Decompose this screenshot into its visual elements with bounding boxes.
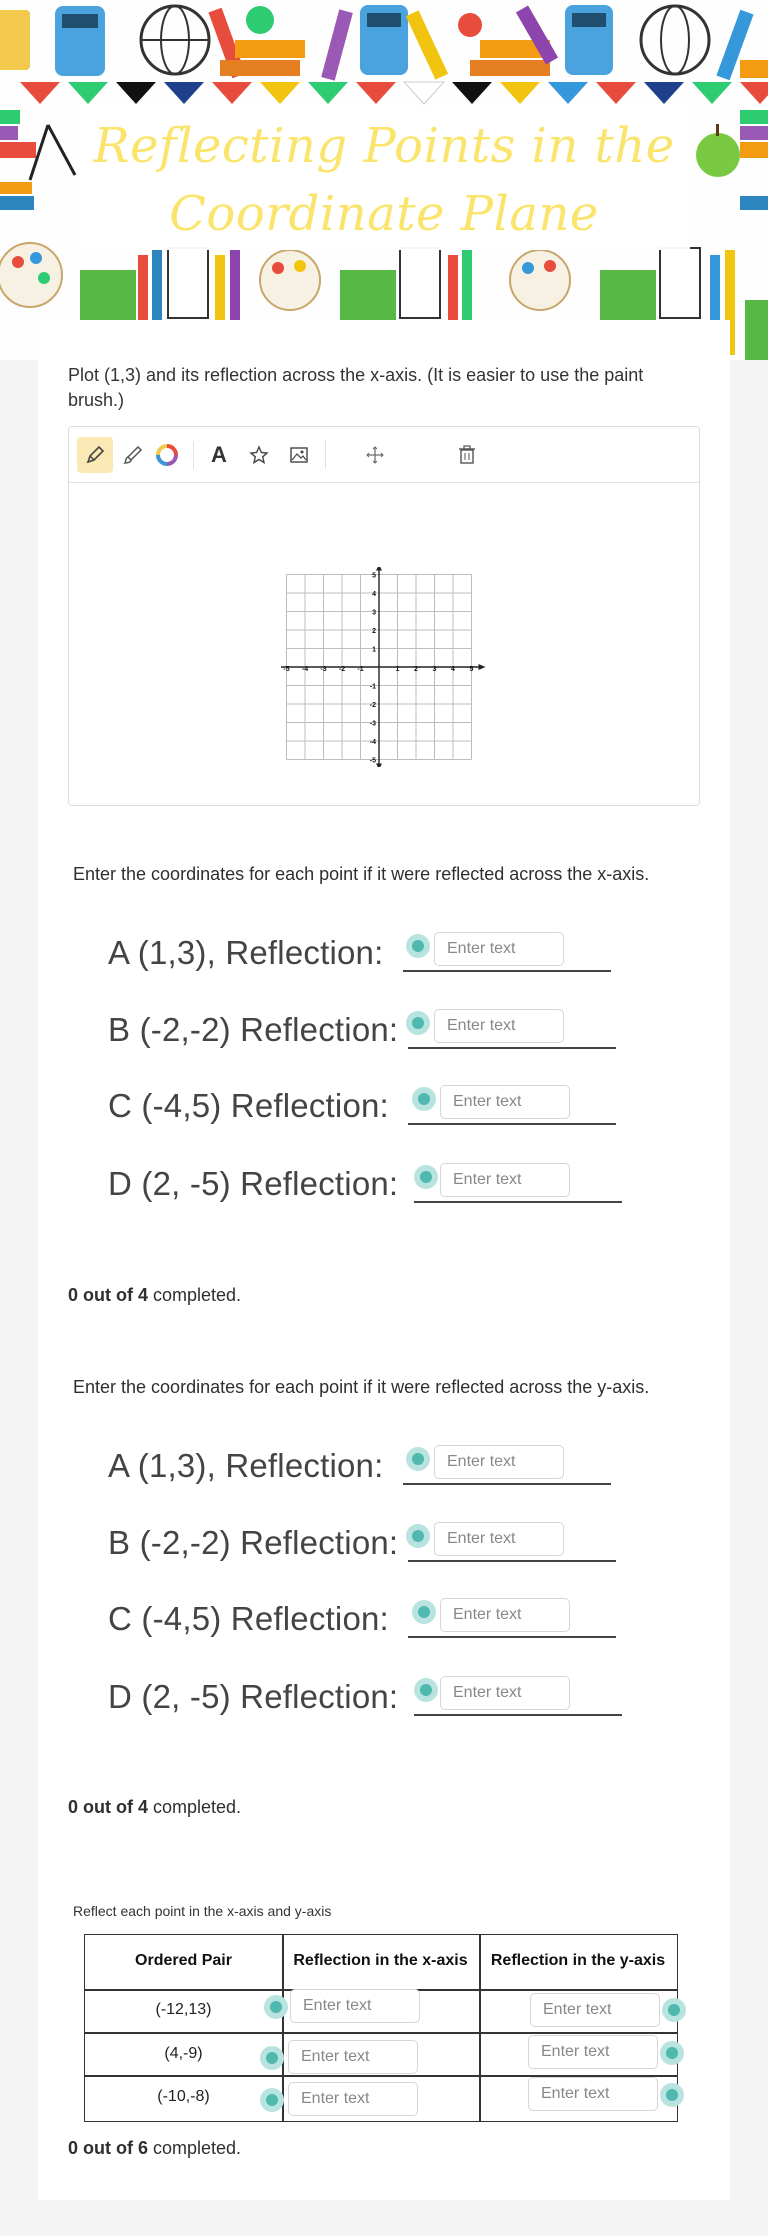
answer-hotspot-dot[interactable] bbox=[412, 1600, 436, 1624]
answer-hotspot-dot[interactable] bbox=[260, 2046, 284, 2070]
color-wheel-icon[interactable] bbox=[149, 437, 185, 473]
y-axis-arrow bbox=[376, 764, 382, 768]
answer-underline bbox=[408, 1047, 616, 1049]
answer-label: D (2, -5) Reflection: bbox=[108, 1678, 399, 1715]
answer-label: A (1,3), Reflection: bbox=[108, 1447, 384, 1484]
x-reflection-input[interactable]: Enter text bbox=[288, 2040, 418, 2074]
answer-label: B (-2,-2) Reflection: bbox=[108, 1011, 399, 1048]
answer-label: B (-2,-2) Reflection: bbox=[108, 1524, 399, 1561]
y-axis-arrow bbox=[376, 567, 382, 571]
answer-input[interactable]: Enter text bbox=[434, 1445, 564, 1479]
answer-row-a bbox=[108, 928, 628, 978]
y-tick-label: 2 bbox=[372, 628, 376, 635]
toolbar-divider bbox=[325, 441, 326, 469]
answer-hotspot-dot[interactable] bbox=[662, 1998, 686, 2022]
image-icon[interactable] bbox=[281, 437, 317, 473]
answer-label: A (1,3), Reflection: bbox=[108, 934, 384, 971]
x-tick-label: -2 bbox=[338, 666, 346, 673]
text-icon[interactable]: A bbox=[211, 442, 227, 467]
y-tick-label: 4 bbox=[372, 591, 376, 598]
reflect-x-sheet bbox=[68, 864, 708, 1202]
status-suffix: completed. bbox=[148, 1797, 242, 1817]
page-title-line2: Coordinate Plane bbox=[169, 186, 599, 242]
coordinate-grid bbox=[281, 567, 497, 767]
paint-prompt: Plot (1,3) and its reflection across the x-axis. (It is easier to use the paint brush.) bbox=[68, 365, 644, 410]
answer-hotspot-dot[interactable] bbox=[260, 2088, 284, 2112]
status-suffix: completed. bbox=[148, 2138, 242, 2158]
y-tick-label: -5 bbox=[369, 757, 376, 765]
answer-hotspot-dot[interactable] bbox=[264, 1995, 288, 2019]
answer-hotspot-dot[interactable] bbox=[406, 1011, 430, 1035]
y-reflection-input[interactable]: Enter text bbox=[528, 2077, 658, 2111]
table-cell-pair: (4,-9) bbox=[164, 2045, 203, 2062]
status-count: 0 out of 4 bbox=[68, 1797, 148, 1817]
answer-row-d bbox=[108, 1159, 638, 1209]
y-reflection-input[interactable]: Enter text bbox=[530, 1993, 660, 2027]
reflect-x-heading: Enter the coordinates for each point if it were reflected across the x-axis. bbox=[73, 864, 650, 884]
x-tick-label: 5 bbox=[469, 666, 474, 673]
reflect-y-sheet bbox=[68, 1377, 708, 1715]
answer-hotspot-dot[interactable] bbox=[660, 2083, 684, 2107]
answer-input[interactable]: Enter text bbox=[434, 1522, 564, 1556]
answer-hotspot-dot[interactable] bbox=[414, 1678, 438, 1702]
answer-row-b bbox=[108, 1005, 638, 1055]
answer-hotspot-dot[interactable] bbox=[406, 934, 430, 958]
answer-underline bbox=[403, 1483, 611, 1485]
answer-underline bbox=[414, 1714, 622, 1716]
table-status bbox=[68, 2138, 241, 2159]
x-tick-label: -1 bbox=[357, 666, 364, 673]
table-header: Ordered Pair bbox=[135, 1952, 232, 1969]
x-tick-label: 2 bbox=[414, 666, 418, 673]
answer-underline bbox=[408, 1636, 616, 1638]
brush-icon[interactable] bbox=[115, 437, 151, 473]
x-tick-label: 1 bbox=[395, 666, 400, 673]
answer-input[interactable]: Enter text bbox=[440, 1163, 570, 1197]
answer-hotspot-dot[interactable] bbox=[412, 1087, 436, 1111]
pencil-icon[interactable] bbox=[77, 437, 113, 473]
page-title-line1: Reflecting Points in the bbox=[93, 118, 675, 174]
answer-row-c bbox=[108, 1594, 638, 1644]
table-cell-pair: (-10,-8) bbox=[157, 2088, 210, 2105]
answer-input[interactable]: Enter text bbox=[434, 1009, 564, 1043]
y-tick-label: -4 bbox=[369, 739, 376, 746]
table-caption: Reflect each point in the x-axis and y-axis bbox=[73, 1903, 332, 1919]
reflect-y-status bbox=[68, 1797, 241, 1818]
y-tick-label: -1 bbox=[369, 683, 376, 691]
answer-hotspot-dot[interactable] bbox=[406, 1524, 430, 1548]
status-count: 0 out of 6 bbox=[68, 2138, 148, 2158]
x-axis-arrow bbox=[479, 664, 486, 670]
answer-input[interactable]: Enter text bbox=[440, 1598, 570, 1632]
answer-hotspot-dot[interactable] bbox=[406, 1447, 430, 1471]
toolbar-divider bbox=[193, 441, 194, 469]
x-tick-label: -3 bbox=[320, 666, 327, 673]
answer-input[interactable]: Enter text bbox=[440, 1085, 570, 1119]
answer-label: C (-4,5) Reflection: bbox=[108, 1600, 389, 1637]
table-header: Reflection in the x-axis bbox=[293, 1952, 468, 1969]
y-tick-label: -3 bbox=[369, 720, 376, 728]
y-tick-label: 5 bbox=[372, 572, 376, 580]
move-icon[interactable] bbox=[357, 437, 393, 473]
x-tick-label: -4 bbox=[301, 666, 309, 673]
paint-canvas-widget[interactable] bbox=[68, 426, 700, 806]
header-banner bbox=[0, 0, 768, 360]
answer-hotspot-dot[interactable] bbox=[414, 1165, 438, 1189]
answer-row-a bbox=[108, 1441, 628, 1491]
answer-row-b bbox=[108, 1518, 638, 1568]
y-tick-label: 3 bbox=[372, 609, 376, 617]
answer-input[interactable]: Enter text bbox=[440, 1676, 570, 1710]
answer-underline bbox=[408, 1123, 616, 1125]
reflect-x-status bbox=[68, 1285, 241, 1306]
answer-underline bbox=[414, 1201, 622, 1203]
y-reflection-input[interactable]: Enter text bbox=[528, 2035, 658, 2069]
page-title bbox=[90, 112, 678, 248]
answer-underline bbox=[403, 970, 611, 972]
answer-input[interactable]: Enter text bbox=[434, 932, 564, 966]
y-tick-label: -2 bbox=[369, 702, 376, 709]
table-header: Reflection in the y-axis bbox=[490, 1952, 666, 1969]
answer-label: D (2, -5) Reflection: bbox=[108, 1165, 399, 1202]
x-tick-label: -5 bbox=[283, 666, 290, 673]
answer-row-c bbox=[108, 1081, 638, 1131]
answer-underline bbox=[408, 1560, 616, 1562]
x-tick-label: 3 bbox=[432, 666, 437, 673]
answer-row-d bbox=[108, 1672, 638, 1722]
reflect-y-heading: Enter the coordinates for each point if it were reflected across the y-axis. bbox=[73, 1377, 650, 1397]
y-tick-label: 1 bbox=[372, 646, 376, 654]
table-divider bbox=[85, 2032, 677, 2034]
trash-icon[interactable] bbox=[449, 437, 485, 473]
answer-label: C (-4,5) Reflection: bbox=[108, 1087, 389, 1124]
table-cell-pair: (-12,13) bbox=[155, 2001, 212, 2018]
x-reflection-input[interactable]: Enter text bbox=[288, 2082, 418, 2116]
x-tick-label: 4 bbox=[451, 666, 455, 673]
paint-toolbar bbox=[69, 427, 699, 483]
status-count: 0 out of 4 bbox=[68, 1285, 148, 1305]
status-suffix: completed. bbox=[148, 1285, 242, 1305]
star-icon[interactable] bbox=[241, 437, 277, 473]
answer-hotspot-dot[interactable] bbox=[660, 2041, 684, 2065]
x-reflection-input[interactable]: Enter text bbox=[290, 1989, 420, 2023]
